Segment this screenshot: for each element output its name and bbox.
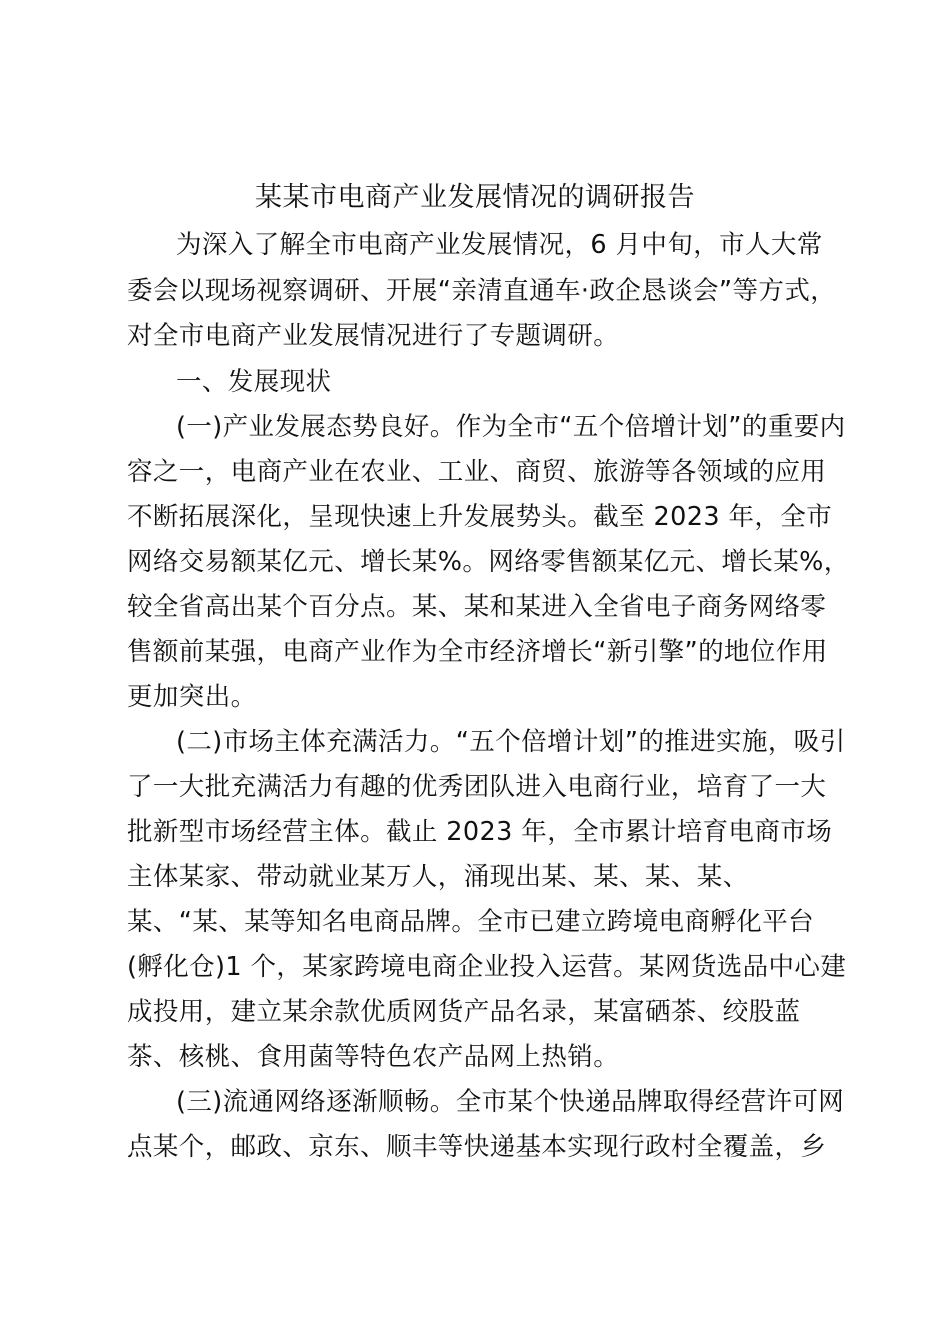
paragraph-line: 点某个，邮政、京东、顺丰等快递基本实现行政村全覆盖，乡 (127, 1132, 827, 1162)
paragraph-line: (三)流通网络逐渐顺畅。全市某个快递品牌取得经营许可网 (176, 1087, 845, 1117)
paragraph-line: 售额前某强，电商产业作为全市经济增长“新引擎”的地位作用 (127, 637, 828, 667)
document-title: 某某市电商产业发展情况的调研报告 (255, 182, 695, 213)
paragraph-line: 某、“某、某等知名电商品牌。全市已建立跨境电商孵化平台 (127, 907, 815, 937)
paragraph-line: 不断拓展深化，呈现快速上升发展势头。截至 2023 年，全市 (127, 502, 833, 532)
paragraph-line: (一)产业发展态势良好。作为全市“五个倍增计划”的重要内 (176, 412, 846, 442)
paragraph-line: (孵化仓)1 个，某家跨境电商企业投入运营。某网货选品中心建 (127, 952, 847, 982)
paragraph-line: 批新型市场经营主体。截止 2023 年，全市累计培育电商市场 (127, 817, 833, 847)
paragraph-line: 委会以现场视察调研、开展“亲清直通车·政企恳谈会”等方式， (127, 276, 837, 306)
paragraph-line: 对全市电商产业发展情况进行了专题调研。 (127, 321, 620, 351)
paragraph-line: 茶、核桃、食用菌等特色农产品网上热销。 (127, 1042, 620, 1072)
paragraph-line: 为深入了解全市电商产业发展情况，6 月中旬，市人大常 (176, 230, 823, 260)
paragraph-line: (二)市场主体充满活力。“五个倍增计划”的推进实施，吸引 (176, 727, 846, 757)
paragraph-line: 主体某家、带动就业某万人，涌现出某、某、某、某、 (127, 862, 749, 892)
section-heading: 一、发展现状 (176, 367, 332, 397)
paragraph-line: 了一大批充满活力有趣的优秀团队进入电商行业，培育了一大 (127, 772, 827, 802)
paragraph-line: 较全省高出某个百分点。某、某和某进入全省电子商务网络零 (127, 592, 827, 622)
paragraph-line: 容之一，电商产业在农业、工业、商贸、旅游等各领域的应用 (127, 457, 827, 487)
paragraph-line: 成投用，建立某余款优质网货产品名录，某富硒茶、绞股蓝 (127, 997, 801, 1027)
paragraph-line: 更加突出。 (127, 682, 257, 712)
paragraph-line: 网络交易额某亿元、增长某%。网络零售额某亿元、增长某%， (127, 547, 850, 577)
